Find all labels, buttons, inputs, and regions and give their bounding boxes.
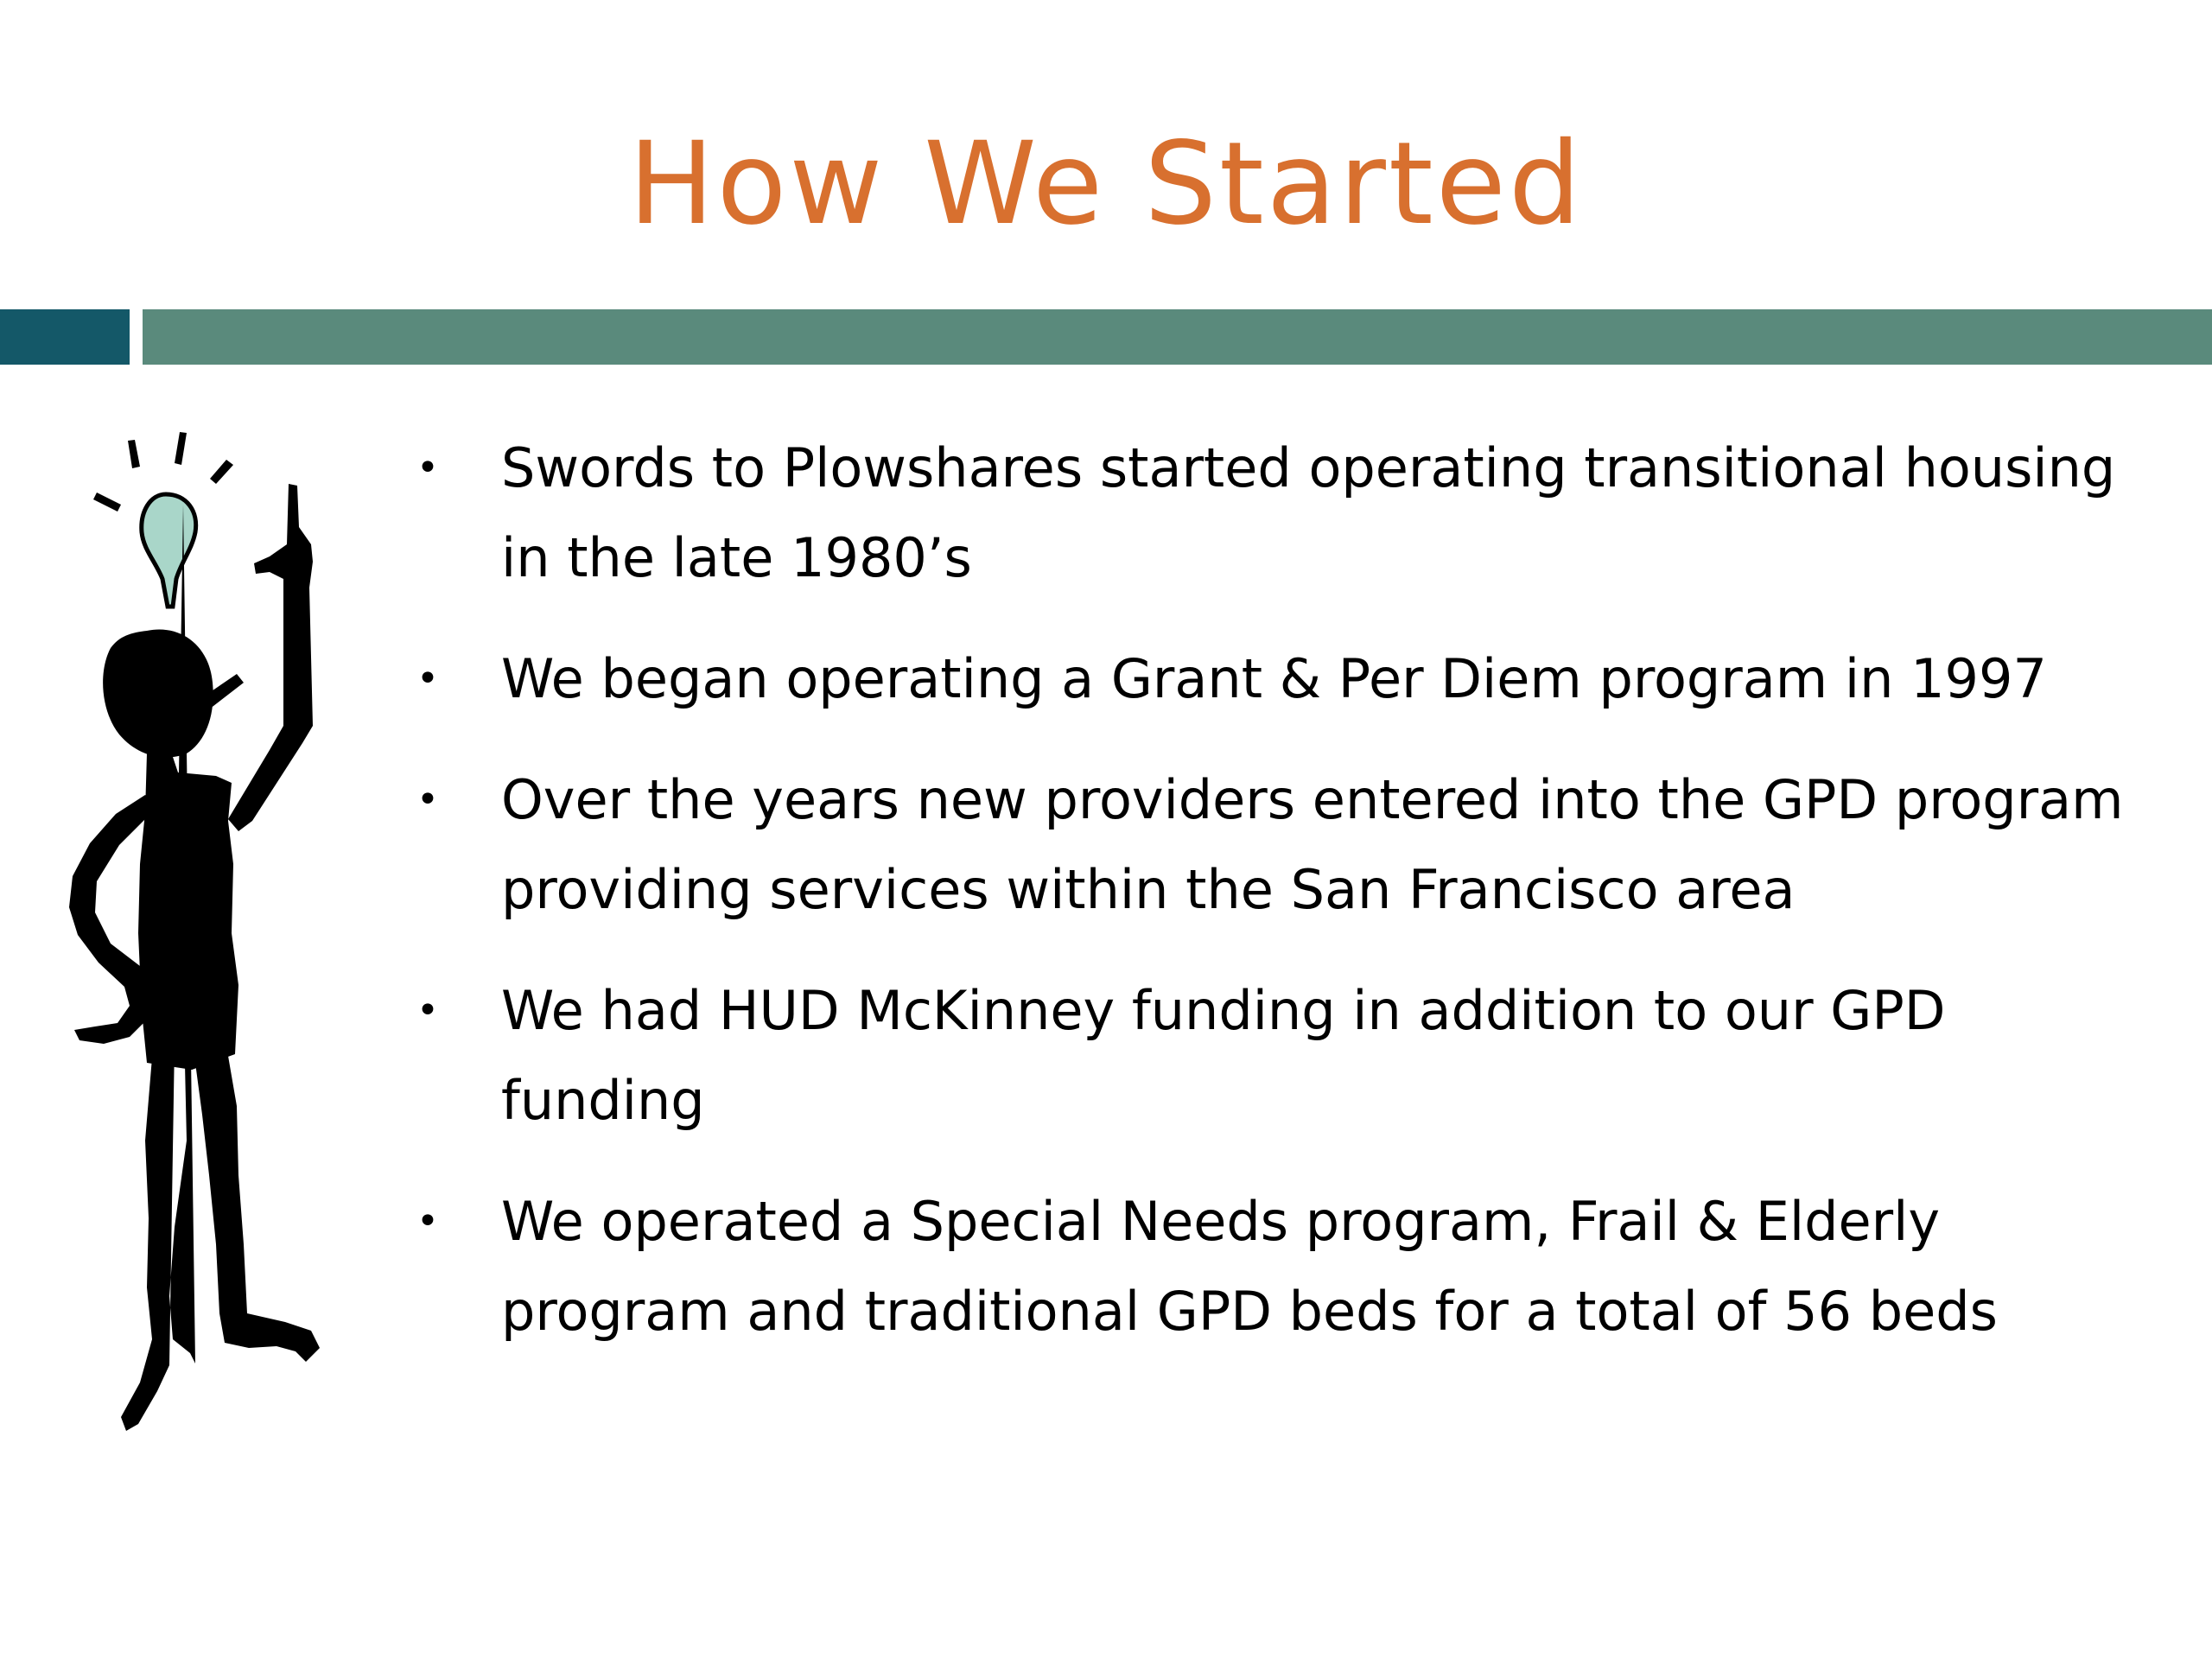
title-divider-accent — [0, 309, 130, 365]
bullet-dot-icon: • — [416, 778, 439, 822]
bullet-list — [406, 423, 2152, 1388]
stick-figure-idea-icon — [43, 415, 337, 1452]
bullet-item — [406, 1177, 2152, 1357]
bullet-text: Over the years new providers entered into the GPD program providing services within the San Francisco area — [501, 768, 2124, 921]
bullet-item — [406, 755, 2152, 935]
title-divider-bar — [143, 309, 2212, 365]
lightbulb-icon — [142, 494, 196, 607]
head — [103, 629, 213, 757]
bullet-item — [406, 966, 2152, 1146]
bullet-text: Swords to Plowshares started operating transitional housing in the late 1980’s — [501, 436, 2116, 589]
raised-arm — [228, 484, 313, 831]
bullet-dot-icon: • — [416, 446, 439, 490]
bullet-item — [406, 634, 2152, 724]
bullet-text: We began operating a Grant & Per Diem program in 1997 — [501, 647, 2047, 710]
right-leg — [195, 1056, 320, 1362]
bullet-text: We operated a Special Needs program, Frail & Elderly program and traditional GPD beds for a total of 56 beds — [501, 1190, 1998, 1343]
bullet-dot-icon: • — [416, 988, 439, 1033]
bullet-item — [406, 423, 2152, 603]
bullet-dot-icon: • — [416, 657, 439, 701]
bullet-dot-icon: • — [416, 1199, 439, 1243]
bullet-text: We had HUD McKinney funding in addition to our GPD funding — [501, 979, 1946, 1132]
slide-title: How We Started — [628, 118, 1584, 251]
